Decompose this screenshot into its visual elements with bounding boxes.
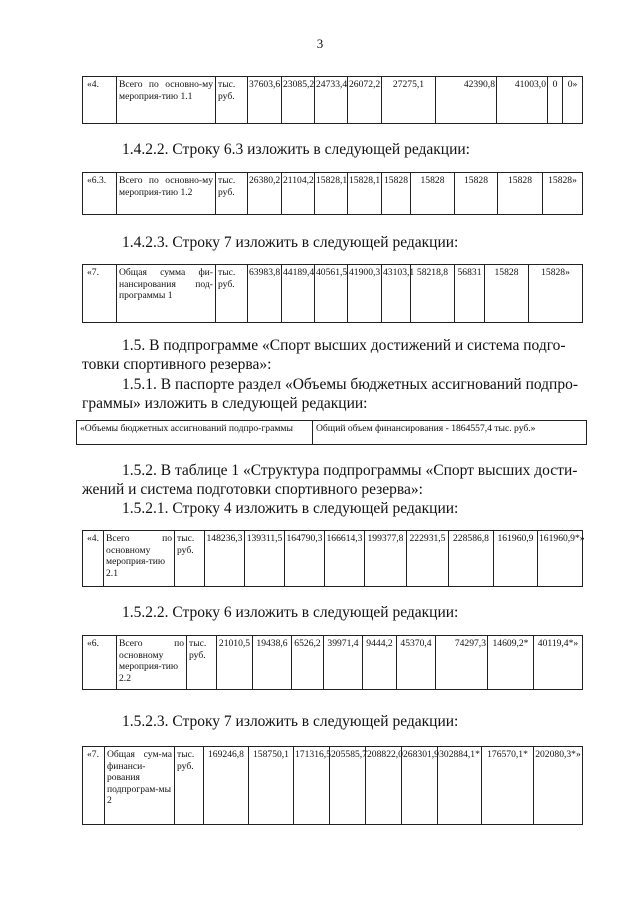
value-cell: 15828,1 (315, 173, 348, 215)
value-cell: 41003,0 (497, 77, 548, 124)
paragraph-1-4-2-2: 1.4.2.2. Строку 6.3 изложить в следующей редакции: (122, 141, 470, 158)
value-cell: 161960,9 (494, 531, 538, 587)
value-cell: 15828 (498, 173, 543, 215)
table-row-7-sub1 (82, 264, 583, 323)
row-number-cell: «6. (83, 636, 117, 690)
row-label-cell: Всего по основному мероприя-тию 2.1 (104, 531, 175, 587)
value-cell: 24733,4 (315, 77, 348, 124)
value-cell: 15828 (411, 173, 455, 215)
value-cell: 15828» (543, 173, 583, 215)
value-cell: 161960,9*» (538, 531, 583, 587)
table-row-7-sub2 (82, 746, 583, 825)
row-number-cell: «4. (83, 77, 117, 124)
value-cell: 15828,1 (348, 173, 382, 215)
value-cell: 202080,3*» (534, 747, 583, 825)
value-cell: 164790,3 (285, 531, 325, 587)
value-cell: 58218,8 (411, 265, 455, 323)
value-cell: 19438,6 (253, 636, 292, 690)
unit-cell: тыс. руб. (216, 173, 248, 215)
unit-cell: тыс. руб. (175, 531, 205, 587)
paragraph-1-5-2-line-2: жений и система подготовки спортивного резерва»: (82, 481, 423, 498)
value-cell: 40119,4*» (534, 636, 583, 690)
table-row-6-sub2 (82, 635, 583, 690)
value-cell: 205585,7 (330, 747, 366, 825)
row-label-cell: Всего по основному мероприя-тию 2.2 (117, 636, 187, 690)
row-number-cell: «7. (83, 747, 105, 825)
value-cell: 21104,2 (282, 173, 315, 215)
value-cell: 37603,6 (248, 77, 282, 124)
value-cell: 23085,2 (282, 77, 315, 124)
value-cell: 14609,2* (488, 636, 534, 690)
value-cell: 166614,3 (325, 531, 365, 587)
paragraph-1-5-2 (82, 461, 582, 499)
value-cell: 208822,0 (366, 747, 402, 825)
passport-label-cell: «Объемы бюджетных ассигнований подпро-граммы (77, 421, 313, 445)
value-cell: 222931,5 (407, 531, 449, 587)
value-cell: 0» (563, 77, 583, 124)
page-number: 3 (316, 36, 324, 51)
paragraph-1-5-2-line-1: 1.5.2. В таблице 1 «Структура подпрограммы «Спорт высших дости- (122, 462, 578, 479)
value-cell: 63983,8 (248, 265, 282, 323)
value-cell: 41900,3 (348, 265, 382, 323)
value-cell: 15828 (382, 173, 411, 215)
row-label-cell: Общая сум-ма финанси-рования подпрограм-мы 2 (105, 747, 175, 825)
value-cell: 21010,5 (217, 636, 253, 690)
value-cell: 228586,8 (449, 531, 494, 587)
paragraph-1-5 (82, 336, 582, 374)
unit-cell: тыс. руб. (175, 747, 204, 825)
value-cell: 139311,5 (245, 531, 285, 587)
paragraph-1-5-line-2: товки спортивного резерва»: (82, 356, 272, 373)
unit-cell: тыс. руб. (216, 77, 248, 124)
passport-table (76, 420, 587, 445)
table-row-4-sub1 (82, 76, 583, 124)
value-cell: 40561,5 (315, 265, 348, 323)
value-cell: 6526,2 (292, 636, 324, 690)
value-cell: 148236,3 (205, 531, 245, 587)
unit-cell: тыс. руб. (187, 636, 217, 690)
value-cell: 9444,2 (363, 636, 397, 690)
paragraph-1-5-1-line-2: граммы» изложить в следующей редакции: (82, 395, 368, 412)
value-cell: 176570,1* (482, 747, 534, 825)
value-cell: 171316,5 (294, 747, 330, 825)
row-number-cell: «7. (83, 265, 117, 323)
paragraph-1-5-2-3: 1.5.2.3. Строку 7 изложить в следующей редакции: (122, 713, 459, 730)
value-cell: 44189,4 (282, 265, 315, 323)
value-cell: 42390,8 (436, 77, 497, 124)
row-label-cell: Всего по основно-му мероприя-тию 1.2 (117, 173, 216, 215)
value-cell: 45370,4 (397, 636, 436, 690)
table-row-4-sub2 (82, 530, 583, 587)
table-row-6-3 (82, 172, 583, 215)
value-cell: 268301,9 (402, 747, 438, 825)
value-cell: 26072,2 (348, 77, 382, 124)
value-cell: 27275,1 (382, 77, 436, 124)
value-cell: 56831 (455, 265, 485, 323)
value-cell: 169246,8 (204, 747, 249, 825)
row-number-cell: «6.3. (83, 173, 117, 215)
value-cell: 15828 (455, 173, 498, 215)
value-cell: 74297,3 (436, 636, 488, 690)
passport-value-cell: Общий объем финансирования - 1864557,4 тыс. руб.» (313, 421, 587, 445)
paragraph-1-4-2-3: 1.4.2.3. Строку 7 изложить в следующей редакции: (122, 234, 459, 251)
paragraph-1-5-1-line-1: 1.5.1. В паспорте раздел «Объемы бюджетных ассигнований подпро- (122, 376, 579, 393)
value-cell: 15828 (485, 265, 529, 323)
value-cell: 26380,2 (248, 173, 282, 215)
paragraph-1-5-2-1: 1.5.2.1. Строку 4 изложить в следующей редакции: (122, 500, 459, 517)
value-cell: 0 (548, 77, 563, 124)
value-cell: 199377,8 (365, 531, 407, 587)
paragraph-1-5-1 (82, 375, 582, 413)
value-cell: 39971,4 (324, 636, 363, 690)
paragraph-1-5-2-2: 1.5.2.2. Строку 6 изложить в следующей редакции: (122, 604, 459, 621)
value-cell: 302884,1* (438, 747, 482, 825)
value-cell: 158750,1 (249, 747, 294, 825)
row-label-cell: Общая сумма фи-нансирования под-программы 1 (117, 265, 216, 323)
row-label-cell: Всего по основно-му мероприя-тию 1.1 (117, 77, 216, 124)
row-number-cell: «4. (83, 531, 104, 587)
value-cell: 43103,1 (382, 265, 411, 323)
unit-cell: тыс. руб. (216, 265, 248, 323)
value-cell: 15828» (529, 265, 583, 323)
paragraph-1-5-line-1: 1.5. В подпрограмме «Спорт высших достижений и система подго- (122, 337, 566, 354)
